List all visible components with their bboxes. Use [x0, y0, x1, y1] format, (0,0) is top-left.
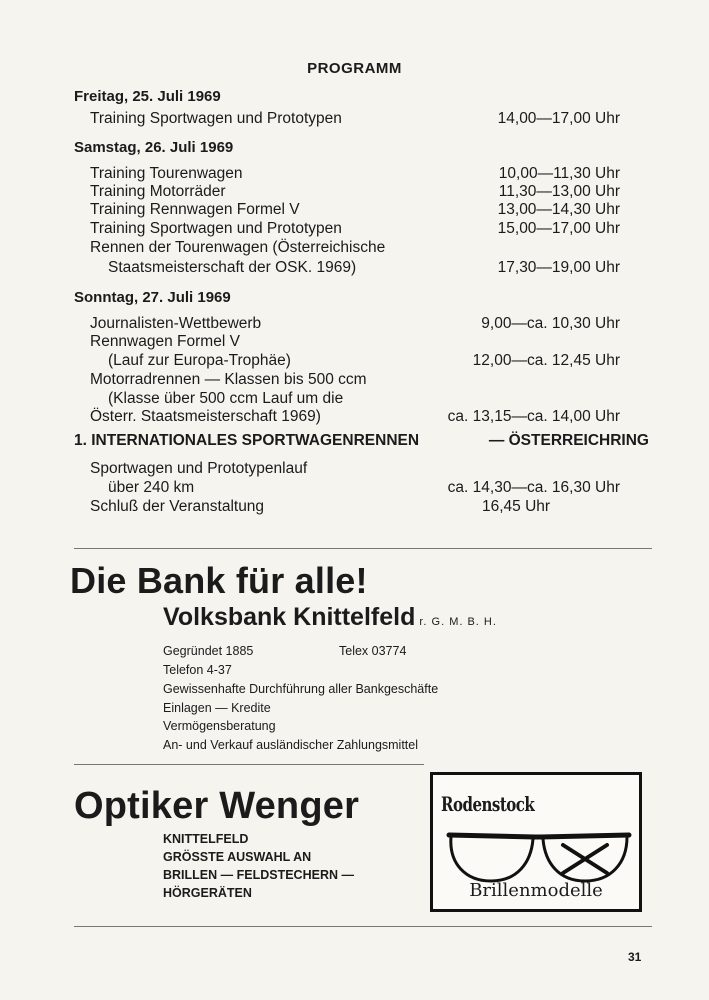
- bank-service-line: Gewissenhafte Durchführung aller Bankgeschäfte: [163, 682, 439, 696]
- schedule-desc: Rennwagen Formel V: [90, 333, 240, 350]
- schedule-time: 12,00—ca. 12,45 Uhr: [472, 352, 620, 369]
- page-title: PROGRAMM: [307, 60, 402, 77]
- schedule-desc: Training Motorräder: [90, 183, 226, 200]
- optiker-name: Optiker Wenger: [74, 785, 360, 827]
- bank-telex: Telex 03774: [339, 644, 407, 658]
- bank-slogan: Die Bank für alle!: [70, 560, 368, 601]
- schedule-time: ca. 13,15—ca. 14,00 Uhr: [447, 408, 620, 425]
- optiker-line: HÖRGERÄTEN: [163, 886, 252, 900]
- schedule-desc: Rennen der Tourenwagen (Österreichische: [90, 239, 386, 256]
- schedule-desc: (Lauf zur Europa-Trophäe): [108, 352, 291, 369]
- schedule-desc: Österr. Staatsmeisterschaft 1969): [90, 408, 321, 425]
- schedule-time: 13,00—14,30 Uhr: [497, 201, 620, 218]
- schedule-desc: Training Sportwagen und Prototypen: [90, 110, 342, 127]
- schedule-desc: (Klasse über 500 ccm Lauf um die: [108, 390, 344, 407]
- schedule-desc: Staatsmeisterschaft der OSK. 1969): [108, 259, 357, 276]
- bank-service-line: An- und Verkauf ausländischer Zahlungsmittel: [163, 738, 419, 752]
- schedule-time: ca. 14,30—ca. 16,30 Uhr: [447, 479, 620, 496]
- schedule-desc: über 240 km: [108, 479, 195, 496]
- day-heading-sunday: Sonntag, 27. Juli 1969: [74, 289, 231, 306]
- day-heading-saturday: Samstag, 26. Juli 1969: [74, 139, 234, 156]
- day-heading-friday: Freitag, 25. Juli 1969: [74, 88, 221, 105]
- schedule-desc: Schluß der Veranstaltung: [90, 498, 265, 515]
- optiker-line: GRÖSSTE AUSWAHL AN: [163, 850, 312, 864]
- race-heading-venue: — ÖSTERREICHRING: [488, 432, 649, 449]
- bank-name: [163, 603, 497, 632]
- race-heading: [74, 432, 654, 450]
- rodenstock-brand: Rodenstock: [441, 793, 535, 817]
- bank-service-line: Vermögensberatung: [163, 719, 276, 733]
- schedule-desc: Journalisten-Wettbewerb: [90, 315, 262, 332]
- bank-founded-line: [163, 644, 407, 658]
- rodenstock-caption: Brillenmodelle: [469, 880, 603, 901]
- schedule-desc: Motorradrennen — Klassen bis 500 ccm: [90, 371, 367, 388]
- bank-name-text: Volksbank Knittelfeld: [163, 603, 416, 631]
- race-heading-title: 1. INTERNATIONALES SPORTWAGENRENNEN: [74, 432, 420, 449]
- rodenstock-ad-box: [430, 772, 642, 912]
- schedule-time: 11,30—13,00 Uhr: [498, 183, 620, 200]
- page-number: 31: [628, 950, 642, 964]
- divider: [74, 548, 652, 549]
- schedule-time: 17,30—19,00 Uhr: [497, 259, 620, 276]
- schedule-time: 15,00—17,00 Uhr: [497, 220, 620, 237]
- schedule-desc: Training Sportwagen und Prototypen: [90, 220, 342, 237]
- schedule-time: 16,45 Uhr: [482, 498, 551, 515]
- divider: [74, 926, 652, 927]
- bank-service-line: Einlagen — Kredite: [163, 701, 271, 715]
- schedule-time: 9,00—ca. 10,30 Uhr: [481, 315, 620, 332]
- schedule-desc: Training Rennwagen Formel V: [90, 201, 300, 218]
- bank-phone: Telefon 4-37: [163, 663, 232, 677]
- optiker-line: BRILLEN — FELDSTECHERN —: [163, 868, 354, 882]
- schedule-desc: Sportwagen und Prototypenlauf: [90, 460, 308, 477]
- divider: [74, 764, 424, 765]
- eyeglasses-icon: [443, 825, 633, 887]
- optiker-line: KNITTELFELD: [163, 832, 249, 846]
- schedule-time: 14,00—17,00 Uhr: [497, 110, 620, 127]
- bank-legal-suffix: r. G. M. B. H.: [419, 616, 497, 628]
- bank-founded: Gegründet 1885: [163, 644, 254, 658]
- schedule-time: 10,00—11,30 Uhr: [498, 165, 620, 182]
- schedule-desc: Training Tourenwagen: [90, 165, 243, 182]
